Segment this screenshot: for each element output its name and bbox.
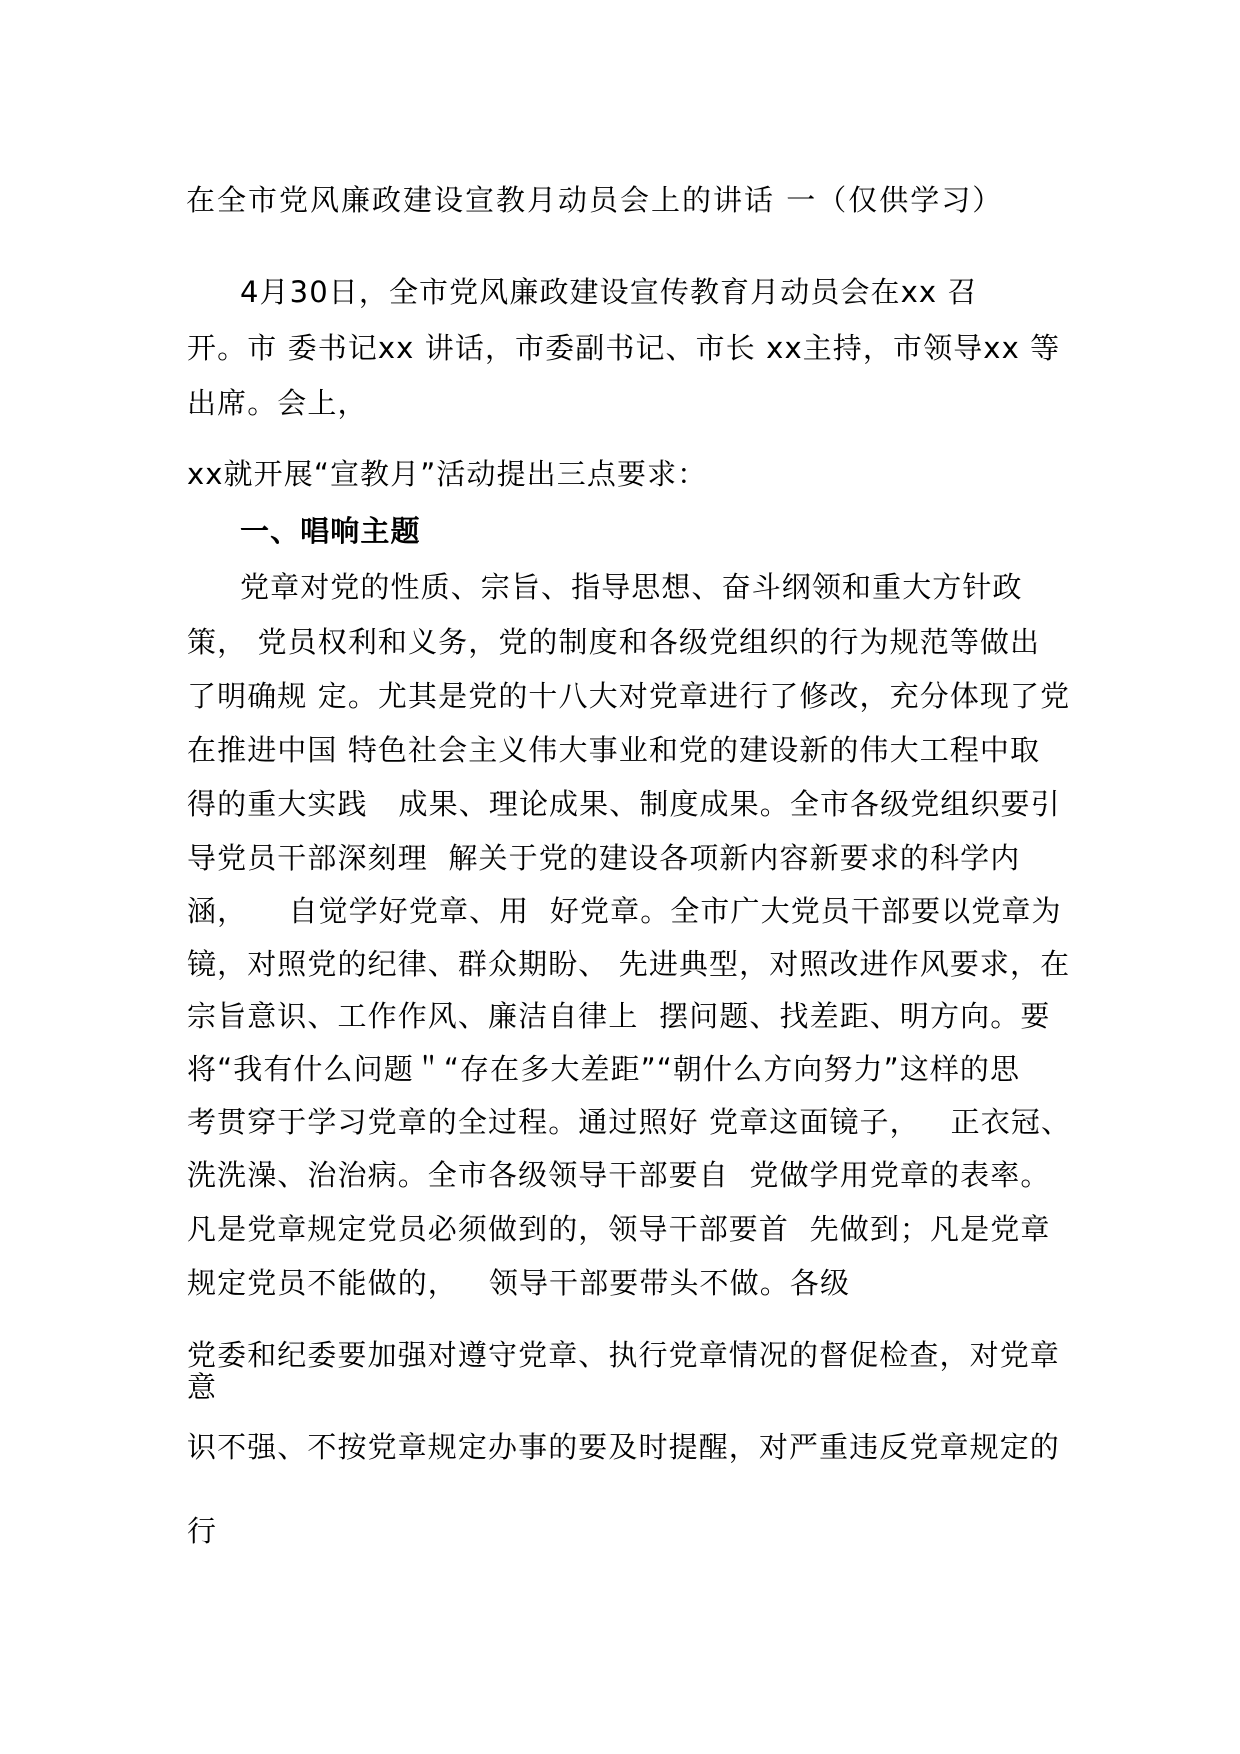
intro-line: 开。市 委书记xx 讲话，市委副书记、市长 xx主持，市领导xx 等 [187,331,1061,365]
body-line: 意 [187,1370,218,1404]
body-line: 了明确规 定。尤其是党的十八大对党章进行了修改，充分体现了党 [187,679,1071,713]
body-line: 凡是党章规定党员必须做到的，领导干部要首 先做到；凡是党章 [187,1212,1051,1246]
body-line: 在推进中国 特色社会主义伟大事业和党的建设新的伟大工程中取 [187,733,1041,767]
intro-line: 4月30日，全市党风廉政建设宣传教育月动员会在xx 召 [240,275,978,309]
body-line: 行 [187,1514,218,1548]
body-line: 镜，对照党的纪律、群众期盼、 先进典型，对照改进作风要求，在 [187,947,1071,981]
body-line: 涵， 自觉学好党章、用 好党章。全市广大党员干部要以党章为 [187,894,1062,928]
body-line: 得的重大实践 成果、理论成果、制度成果。全市各级党组织要引 [187,787,1061,821]
body-line: 党委和纪委要加强对遵守党章、执行党章情况的督促检查，对党章 [187,1338,1060,1372]
body-line: 规定党员不能做的， 领导干部要带头不做。各级 [187,1266,851,1300]
body-line: 考贯穿于学习党章的全过程。通过照好 党章这面镜子， 正衣冠、 [187,1105,1072,1139]
requirements-intro: xx就开展“宣教月”活动提出三点要求： [187,457,708,491]
body-line: 识不强、不按党章规定办事的要及时提醒，对严重违反党章规定的 [187,1430,1060,1464]
section-heading: 一、唱响主题 [240,514,421,548]
body-line: 洗洗澡、治治病。全市各级领导干部要自 党做学用党章的表率。 [187,1158,1051,1192]
body-line: 宗旨意识、工作作风、廉洁自律上 摆问题、找差距、明方向。要 [187,999,1051,1033]
document-title: 在全市党风廉政建设宣教月动员会上的讲话 一（仅供学习） [186,183,1004,217]
body-line: 策， 党员权利和义务，党的制度和各级党组织的行为规范等做出 [187,625,1041,659]
body-line: 将“我有什么问题＂“存在多大差距”“朝什么方向努力”这样的思 [187,1052,1021,1086]
body-line: 导党员干部深刻理 解关于党的建设各项新内容新要求的科学内 [187,841,1021,875]
body-line: 党章对党的性质、宗旨、指导思想、奋斗纲领和重大方针政 [240,570,1023,604]
intro-line: 出席。会上， [187,386,368,420]
